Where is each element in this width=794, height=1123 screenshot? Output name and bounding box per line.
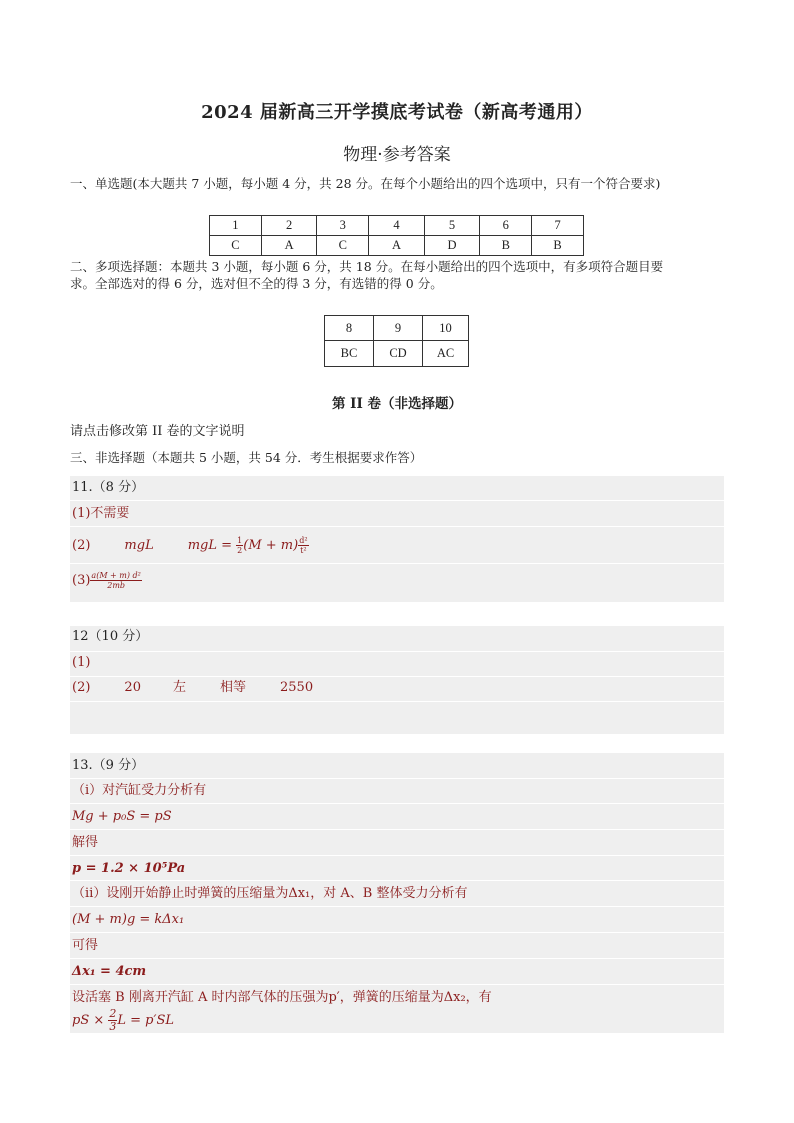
page-subtitle: 物理·参考答案 xyxy=(343,145,451,165)
fraction-num: 2 xyxy=(109,1007,117,1020)
q11-answer-3 xyxy=(72,571,142,591)
table-cell: 1 xyxy=(210,216,262,236)
section2-heading-line1: 二、多项选择题：本题共 3 小题，每小题 6 分，共 18 分。在每小题给出的四个选项中，有多项符合题目要 xyxy=(70,259,664,274)
divider xyxy=(70,855,724,856)
divider xyxy=(70,803,724,804)
fraction-num: 1 xyxy=(237,536,243,545)
fraction-den: 2mb xyxy=(107,581,126,590)
q11-answer-1 xyxy=(72,504,129,524)
q13-header: 13.（9 分） xyxy=(72,758,145,773)
divider xyxy=(70,880,724,881)
divider xyxy=(70,932,724,933)
q12-header: 12（10 分） xyxy=(72,629,149,644)
table-cell: 7 xyxy=(532,216,584,236)
q13-line: （ⅰ）对汽缸受力分析有 xyxy=(72,783,207,798)
q11-answer-2 xyxy=(72,536,309,556)
table-cell: 5 xyxy=(424,216,480,236)
table-row xyxy=(210,216,584,236)
fraction-den: 2 xyxy=(237,546,243,555)
answer-value: mgL xyxy=(124,538,154,553)
answer-label: (2) xyxy=(72,680,91,695)
fraction-den: t² xyxy=(300,546,307,555)
q12-answer-2 xyxy=(72,678,313,698)
q13-line: 解得 xyxy=(72,835,99,850)
divider xyxy=(70,906,724,907)
single-choice-table xyxy=(209,215,584,256)
table-cell: B xyxy=(532,236,584,256)
table-row xyxy=(325,341,469,367)
q13-equation: p = 1.2 × 10⁵Pa xyxy=(72,861,186,876)
table-cell: D xyxy=(424,236,480,256)
table-cell: 6 xyxy=(480,216,532,236)
answer-label: (1) xyxy=(72,506,91,521)
answer-label: (2) xyxy=(72,538,91,553)
answer-formula-mid: (M + m) xyxy=(243,538,299,553)
answer-formula: mgL = xyxy=(187,538,237,553)
table-row xyxy=(325,316,469,341)
q13-equation-last xyxy=(72,1008,174,1033)
table-cell: BC xyxy=(325,341,374,367)
divider xyxy=(70,958,724,959)
fraction-num: d² xyxy=(299,536,308,545)
answer-label: (3) xyxy=(72,573,91,588)
section1-heading: 一、单选题(本大题共 7 小题，每小题 4 分，共 28 分。在每个小题给出的四个选项中，只有一个符合要求) xyxy=(70,176,661,191)
multi-choice-table xyxy=(324,315,469,367)
part2-note: 请点击修改第 II 卷的文字说明 xyxy=(70,424,245,439)
table-cell: 3 xyxy=(317,216,369,236)
table-cell: A xyxy=(261,236,317,256)
q13-line: （ⅱ）设刚开始静止时弹簧的压缩量为Δx₁，对 A、B 整体受力分析有 xyxy=(72,886,468,901)
divider xyxy=(70,526,724,527)
fraction-num: a(M + m) d² xyxy=(91,571,141,580)
table-cell: 2 xyxy=(261,216,317,236)
table-cell: AC xyxy=(423,341,469,367)
fraction xyxy=(90,571,141,590)
table-cell: 9 xyxy=(374,316,423,341)
table-cell: CD xyxy=(374,341,423,367)
formula-part: pS × xyxy=(72,1013,109,1028)
table-row xyxy=(210,236,584,256)
table-cell: C xyxy=(210,236,262,256)
table-cell: 10 xyxy=(423,316,469,341)
divider xyxy=(70,701,724,702)
fraction xyxy=(298,536,308,555)
formula-part: L = p′SL xyxy=(117,1013,174,1028)
answer-value: 左 xyxy=(172,680,186,695)
page-title: 2024 届新高三开学摸底考试卷（新高考通用） xyxy=(201,102,593,123)
table-cell: 8 xyxy=(325,316,374,341)
q12-answer-1: (1) xyxy=(72,655,91,670)
q13-equation: Δx₁ = 4cm xyxy=(72,964,147,979)
divider xyxy=(70,984,724,985)
part2-title: 第 II 卷（非选择题） xyxy=(331,396,463,412)
q13-equation: (M + m)g = kΔx₁ xyxy=(72,912,185,927)
divider xyxy=(70,829,724,830)
table-cell: 4 xyxy=(369,216,425,236)
divider xyxy=(70,563,724,564)
divider xyxy=(70,500,724,501)
table-cell: C xyxy=(317,236,369,256)
divider xyxy=(70,651,724,652)
answer-text: 不需要 xyxy=(90,506,130,521)
q13-line: 设活塞 B 刚离开汽缸 A 时内部气体的压强为p′，弹簧的压缩量为Δx₂，有 xyxy=(72,990,492,1005)
divider xyxy=(70,676,724,677)
answer-value: 相等 xyxy=(219,680,246,695)
q13-equation: Mg + p₀S = pS xyxy=(72,809,172,824)
answer-value: 2550 xyxy=(280,680,314,695)
section2-heading-line2: 求。全部选对的得 6 分，选对但不全的得 3 分，有选错的得 0 分。 xyxy=(70,276,443,291)
q13-line: 可得 xyxy=(72,938,99,953)
answer-value: 20 xyxy=(124,680,141,695)
divider xyxy=(70,778,724,779)
section3-heading: 三、非选择题（本题共 5 小题，共 54 分．考生根据要求作答） xyxy=(70,450,423,465)
table-cell: B xyxy=(480,236,532,256)
table-cell: A xyxy=(369,236,425,256)
q11-header: 11.（8 分） xyxy=(72,480,145,495)
fraction-den: 3 xyxy=(109,1020,117,1033)
